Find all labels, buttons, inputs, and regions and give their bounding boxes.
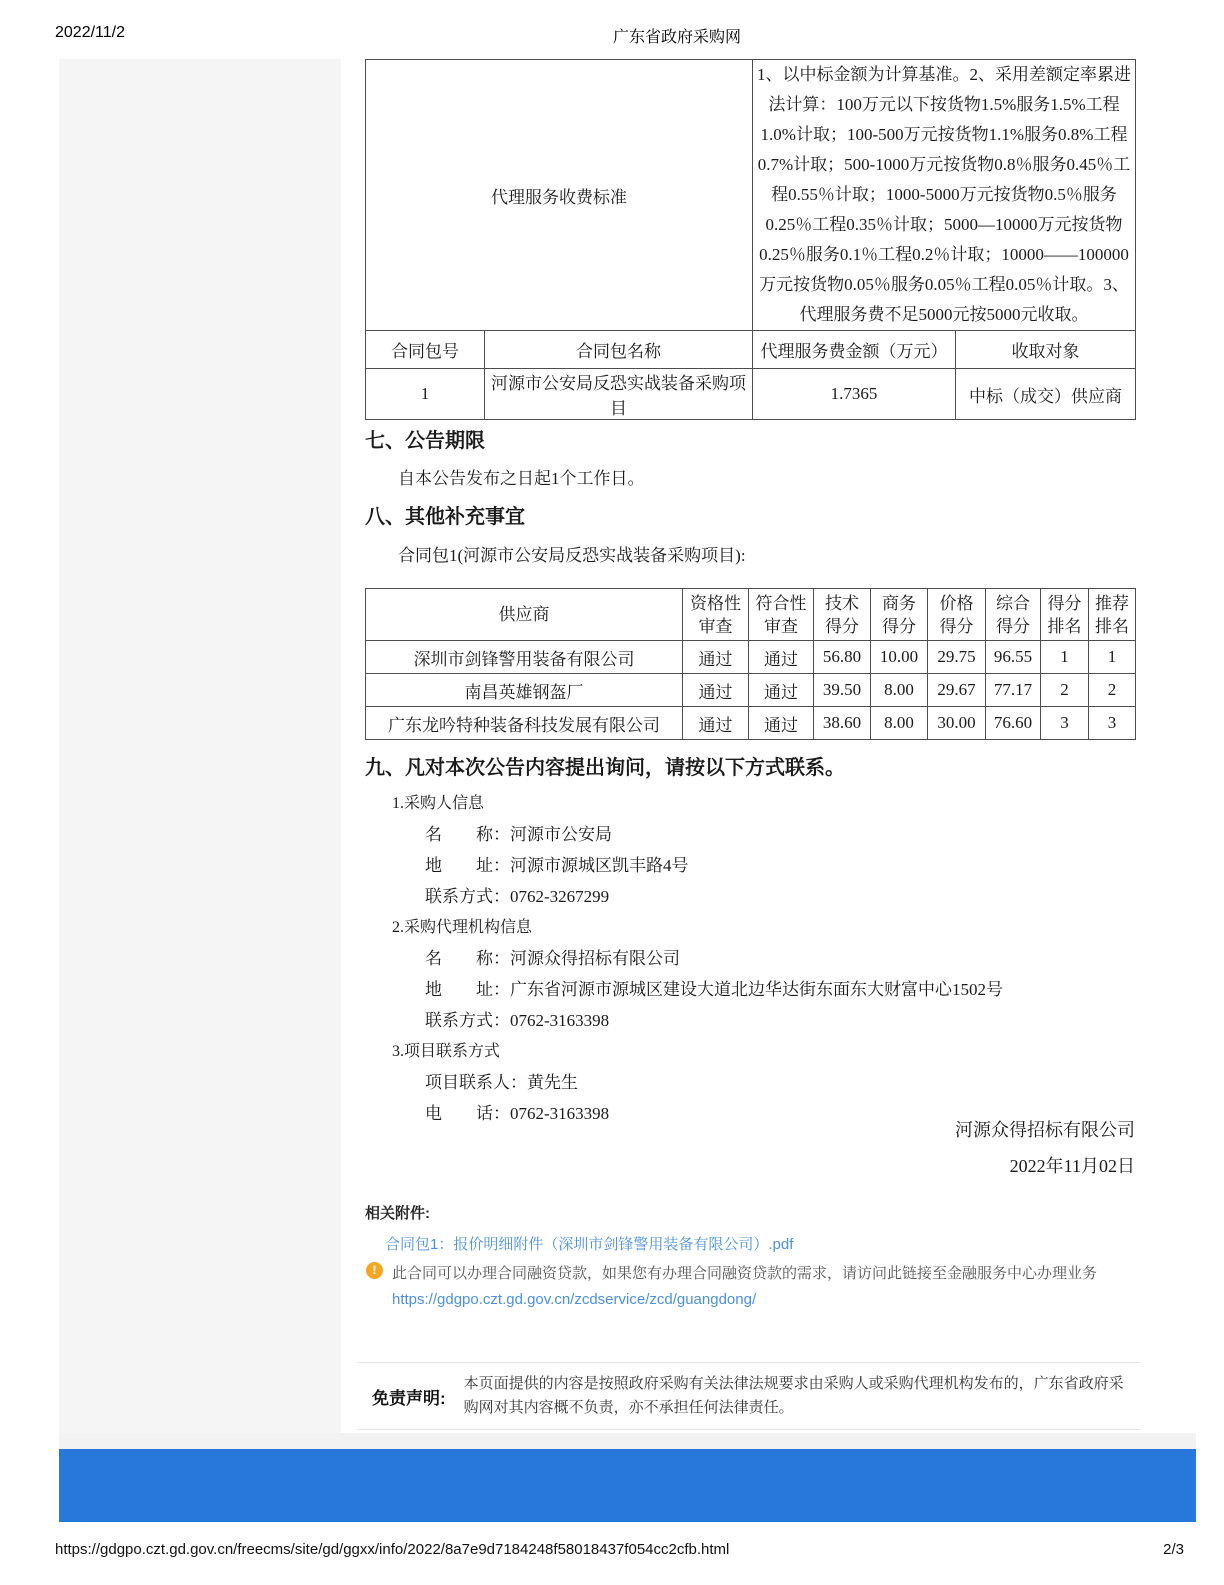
section-eight-title: 八、其他补充事宜	[365, 506, 525, 528]
header-line: 推荐	[1095, 593, 1129, 613]
agency-fee-table	[365, 59, 1136, 420]
cell-price: 30.00	[928, 707, 986, 740]
header-line: 供应商	[498, 605, 550, 624]
cell-business: 8.00	[871, 674, 928, 707]
header-line: 符合性	[755, 593, 807, 613]
supplier-score-table	[365, 588, 1136, 740]
cell-score-rank: 1	[1041, 641, 1089, 674]
cell-technical: 38.60	[814, 707, 871, 740]
col-header-package-no: 合同包号	[366, 331, 485, 369]
agency-phone: 联系方式：0762-3163398	[425, 1011, 610, 1030]
print-date: 2022/11/2	[55, 24, 125, 41]
cell-score-rank: 3	[1041, 707, 1089, 740]
header-line: 审查	[764, 616, 798, 636]
header-line: 得分	[882, 616, 916, 636]
header-line: 价格	[939, 593, 974, 613]
cell-total: 77.17	[986, 674, 1041, 707]
cell-conformity: 通过	[749, 641, 814, 674]
cell-qualification: 通过	[683, 641, 749, 674]
purchaser-info-heading: 1.采购人信息	[392, 795, 485, 812]
agency-address: 地 址：广东省河源市源城区建设大道北边华达街东面东大财富中心1502号	[425, 980, 1003, 999]
financing-notice-text: 此合同可以办理合同融资贷款，如果您有办理合同融资贷款的需求，请访问此链接至金融服务中心办理业务	[392, 1265, 1098, 1282]
header-line: 资格性	[690, 593, 741, 613]
section-eight-body: 合同包1(河源市公安局反恐实战装备采购项目):	[398, 546, 746, 565]
contact-info	[392, 788, 1120, 1129]
cell-recommend-rank: 2	[1089, 674, 1136, 707]
project-contact-heading: 3.项目联系方式	[392, 1043, 501, 1060]
fee-standard-row	[366, 60, 1136, 331]
print-footer-url: https://gdgpo.czt.gd.gov.cn/freecms/site/gd/ggxx/info/2022/8a7e9d7184248f58018437f054cc2cfb.html	[55, 1541, 730, 1558]
project-contact-phone: 电 话：0762-3163398	[425, 1104, 610, 1123]
section-nine-title: 九、凡对本次公告内容提出询问，请按以下方式联系。	[365, 757, 845, 779]
cell-conformity: 通过	[749, 674, 814, 707]
col-header-qualification-review	[683, 589, 749, 641]
cell-supplier: 广东龙吟特种装备科技发展有限公司	[366, 707, 683, 740]
cell-recommend-rank: 1	[1089, 641, 1136, 674]
header-line: 审查	[698, 616, 733, 636]
cell-recommend-rank: 3	[1089, 707, 1136, 740]
financing-service-link[interactable]: https://gdgpo.czt.gd.gov.cn/zcdservice/zcd/guangdong/	[392, 1291, 757, 1308]
project-contact-person: 项目联系人：黄先生	[425, 1073, 578, 1092]
col-header-score-rank	[1041, 589, 1089, 641]
agency-info-heading: 2.采购代理机构信息	[392, 919, 533, 936]
warning-icon: !	[366, 1262, 383, 1279]
header-line: 得分	[825, 616, 859, 636]
fee-standard-label: 代理服务收费标准	[366, 60, 753, 331]
attachments-title: 相关附件:	[365, 1205, 430, 1222]
cell-conformity: 通过	[749, 707, 814, 740]
col-header-conformity-review	[749, 589, 814, 641]
score-row-2	[366, 674, 1136, 707]
fee-table-header-row	[366, 331, 1136, 369]
header-line: 排名	[1095, 616, 1129, 636]
purchaser-phone: 联系方式：0762-3267299	[425, 887, 610, 906]
col-header-price-score	[928, 589, 986, 641]
header-line: 排名	[1047, 616, 1082, 636]
sidebar-background	[59, 59, 341, 1433]
header-line: 得分	[1047, 593, 1082, 613]
site-title: 广东省政府采购网	[612, 29, 742, 46]
purchaser-address: 地 址：河源市源城区凯丰路4号	[425, 856, 689, 875]
cell-business: 8.00	[871, 707, 928, 740]
header-line: 商务	[882, 593, 916, 613]
disclaimer-label: 免责声明:	[372, 1388, 446, 1408]
header-line: 技术	[825, 593, 859, 613]
score-row-1	[366, 641, 1136, 674]
attachment-pdf-link[interactable]: 合同包1：报价明细附件（深圳市剑锋警用装备有限公司）.pdf	[385, 1236, 794, 1253]
cell-score-rank: 2	[1041, 674, 1089, 707]
col-header-package-name: 合同包名称	[485, 331, 753, 369]
disclaimer-text: 本页面提供的内容是按照政府采购有关法律法规要求由采购人或采购代理机构发布的，广东省政府采购网对其内容概不负责，亦不承担任何法律责任。	[463, 1375, 1124, 1416]
cell-price: 29.67	[928, 674, 986, 707]
cell-total: 76.60	[986, 707, 1041, 740]
section-seven-body: 自本公告发布之日起1个工作日。	[398, 469, 645, 488]
score-table-header-row	[366, 589, 1136, 641]
col-header-total-score	[986, 589, 1041, 641]
header-line: 得分	[996, 616, 1030, 636]
cell-business: 10.00	[871, 641, 928, 674]
section-seven-title: 七、公告期限	[365, 430, 485, 452]
cell-payer: 中标（成交）供应商	[956, 369, 1136, 420]
header-line: 综合	[996, 593, 1030, 613]
signature-date: 2022年11月02日	[1009, 1156, 1135, 1176]
cell-technical: 39.50	[814, 674, 871, 707]
footer-blue-banner	[59, 1449, 1196, 1522]
signature-block	[955, 1112, 1135, 1184]
print-page-indicator: 2/3	[1163, 1541, 1184, 1558]
footer-gray-strip	[59, 1433, 1196, 1449]
cell-technical: 56.80	[814, 641, 871, 674]
fee-standard-text: 1、以中标金额为计算基准。2、采用差额定率累进法计算：100万元以下按货物1.5%服务1.5%工程1.0%计取；100-500万元按货物1.1%服务0.8%工程0.7%计取；500-1000万元按货物0.8％服务0.45％工程0.55％计取；1000-5000万元按货物0.5％服务0.25％工程0.35％计取；5000—10000万元按货物0.25％服务0.1％工程0.2％计取；10000——100000万元按货物0.05％服务0.05％工程0.05％计取。3、代理服务费不足5000元按5000元收取。	[753, 60, 1136, 331]
col-header-fee-amount: 代理服务费金额（万元）	[753, 331, 956, 369]
col-header-supplier	[366, 589, 683, 641]
cell-price: 29.75	[928, 641, 986, 674]
cell-package-name: 河源市公安局反恐实战装备采购项目	[485, 369, 753, 420]
cell-fee-amount: 1.7365	[753, 369, 956, 420]
col-header-business-score	[871, 589, 928, 641]
purchaser-name: 名 称：河源市公安局	[425, 825, 612, 844]
col-header-technical-score	[814, 589, 871, 641]
disclaimer-block	[357, 1362, 1140, 1430]
signature-company: 河源众得招标有限公司	[955, 1120, 1135, 1140]
cell-qualification: 通过	[683, 707, 749, 740]
cell-supplier: 深圳市剑锋警用装备有限公司	[366, 641, 683, 674]
cell-supplier: 南昌英雄钢盔厂	[366, 674, 683, 707]
cell-package-no: 1	[366, 369, 485, 420]
agency-name: 名 称：河源众得招标有限公司	[425, 949, 680, 968]
fee-table-data-row	[366, 369, 1136, 420]
col-header-recommend-rank	[1089, 589, 1136, 641]
cell-total: 96.55	[986, 641, 1041, 674]
col-header-payer: 收取对象	[956, 331, 1136, 369]
header-line: 得分	[939, 616, 974, 636]
score-row-3	[366, 707, 1136, 740]
cell-qualification: 通过	[683, 674, 749, 707]
